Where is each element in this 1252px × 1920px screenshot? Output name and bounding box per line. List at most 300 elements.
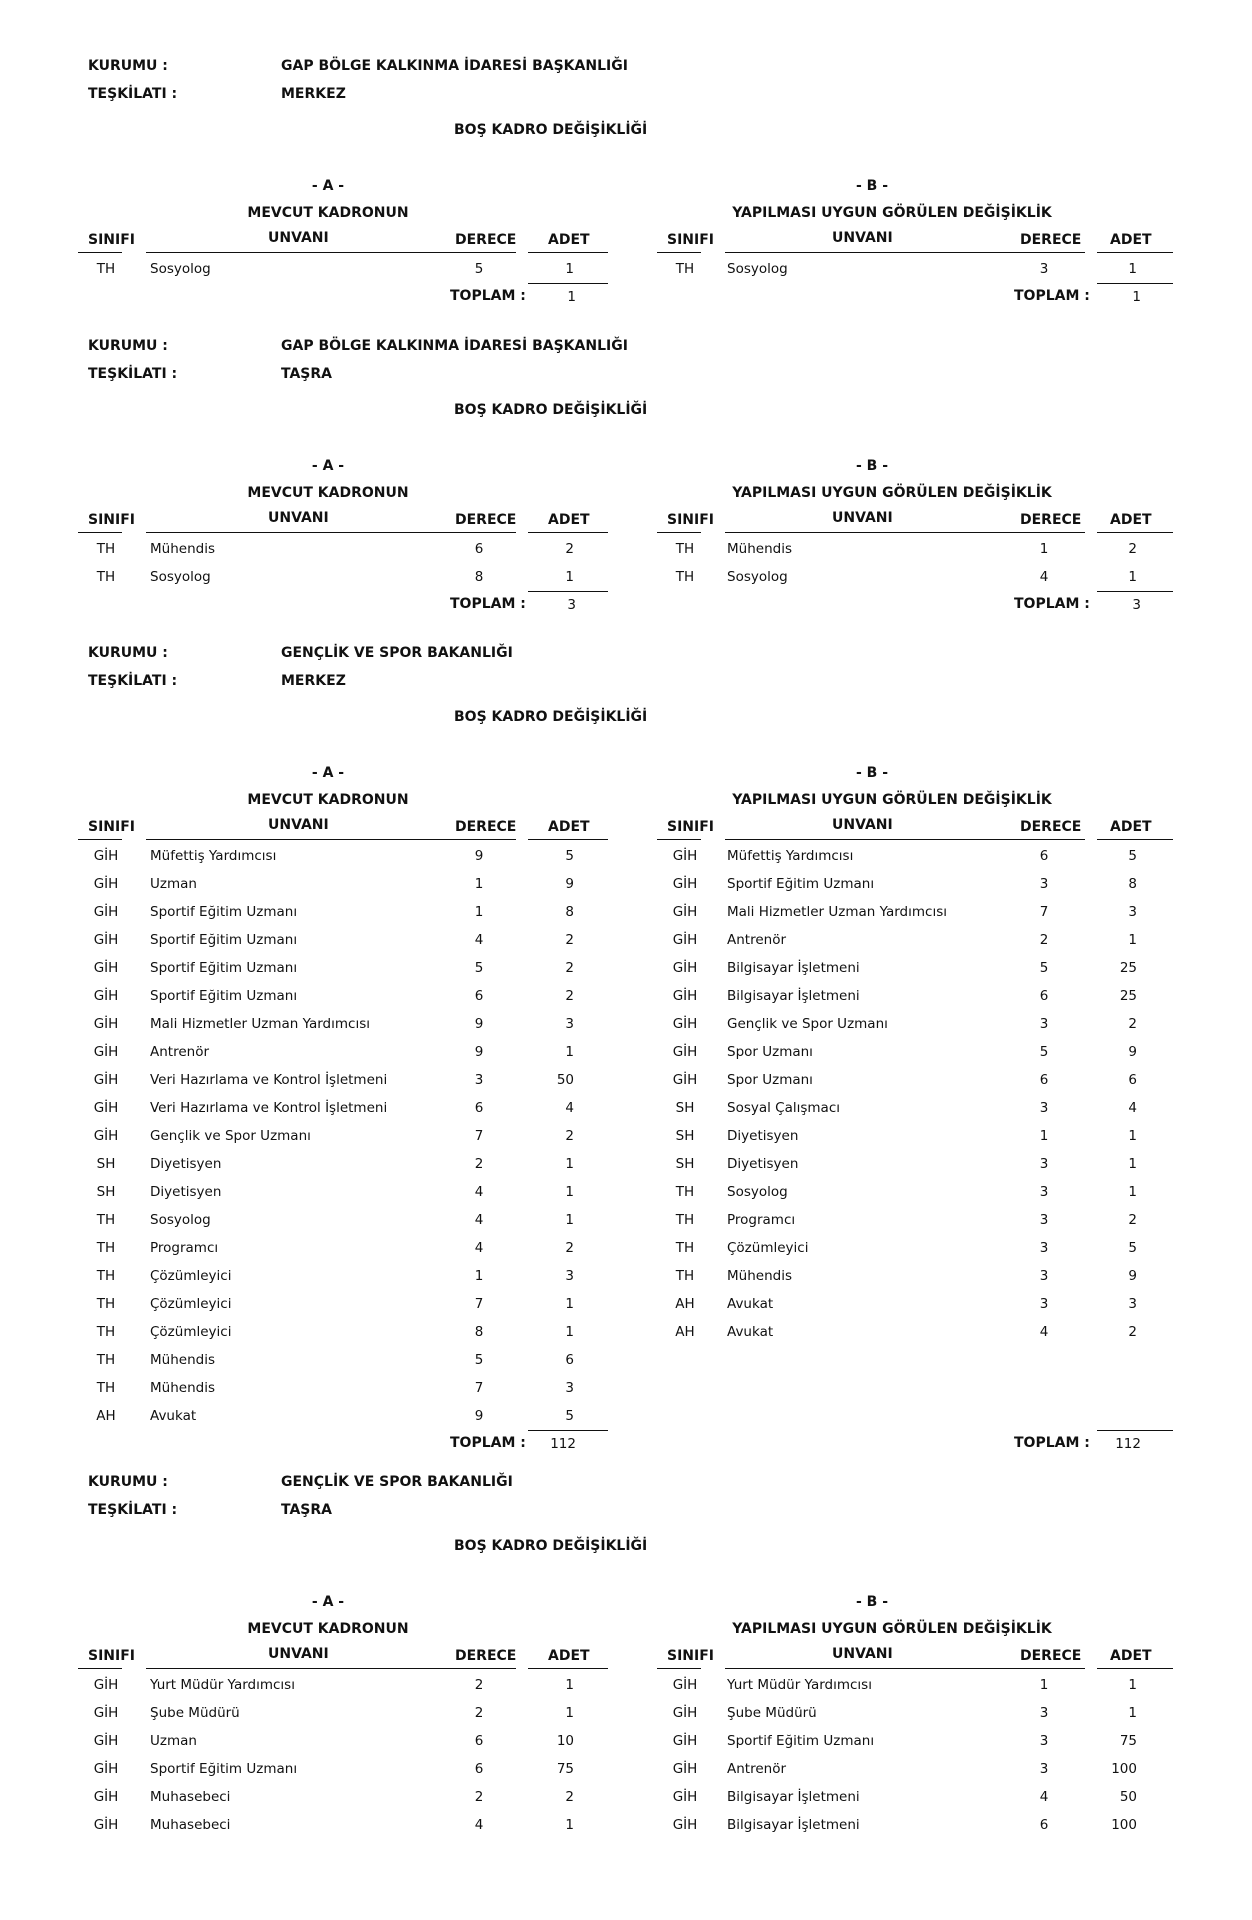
cell-sinifi: GİH xyxy=(93,960,119,976)
header-rule xyxy=(78,252,122,253)
cell-adet: 5 xyxy=(565,1408,574,1424)
table-row xyxy=(657,929,1173,952)
column-header-adet: ADET xyxy=(1110,1648,1152,1664)
cell-adet: 1 xyxy=(1128,1156,1137,1172)
cell-derece: 5 xyxy=(474,261,484,277)
cell-derece: 5 xyxy=(474,1352,484,1368)
cell-unvani: Spor Uzmanı xyxy=(727,1072,813,1088)
column-header-sinifi: SINIFI xyxy=(667,232,714,248)
total-label: TOPLAM : xyxy=(1014,288,1090,304)
cell-unvani: Gençlik ve Spor Uzmanı xyxy=(150,1128,311,1144)
header-rule xyxy=(725,532,1085,533)
cell-unvani: Bilgisayar İşletmeni xyxy=(727,1789,860,1805)
table-row xyxy=(78,1013,608,1036)
cell-derece: 3 xyxy=(1039,1240,1049,1256)
cell-adet: 6 xyxy=(565,1352,574,1368)
cell-unvani: Mühendis xyxy=(727,1268,792,1284)
cell-adet: 1 xyxy=(1128,1184,1137,1200)
institution-name: GENÇLİK VE SPOR BAKANLIĞI xyxy=(281,1474,513,1490)
total-value: 112 xyxy=(1115,1436,1141,1452)
column-header-sinifi: SINIFI xyxy=(88,1648,135,1664)
institution-name: GENÇLİK VE SPOR BAKANLIĞI xyxy=(281,645,513,661)
organization-unit: TAŞRA xyxy=(281,366,332,382)
cell-adet: 2 xyxy=(1128,1212,1137,1228)
cell-sinifi: GİH xyxy=(672,1677,698,1693)
header-rule xyxy=(1097,1668,1173,1669)
cell-unvani: Çözümleyici xyxy=(150,1268,232,1284)
column-header-adet: ADET xyxy=(548,512,590,528)
cell-sinifi: GİH xyxy=(672,1789,698,1805)
header-rule xyxy=(725,1668,1085,1669)
table-row xyxy=(657,957,1173,980)
table-row xyxy=(657,1758,1173,1781)
total-value: 112 xyxy=(550,1436,576,1452)
table-row xyxy=(78,845,608,868)
cell-derece: 9 xyxy=(474,1016,484,1032)
column-header-unvani: UNVANI xyxy=(268,230,329,246)
cell-sinifi: GİH xyxy=(93,1761,119,1777)
teskilati-label: TEŞKİLATI : xyxy=(88,1502,178,1518)
cell-derece: 6 xyxy=(474,1733,484,1749)
table-row xyxy=(78,1153,608,1176)
cell-unvani: Müfettiş Yardımcısı xyxy=(727,848,854,864)
table-row xyxy=(657,1674,1173,1697)
cell-derece: 8 xyxy=(474,569,484,585)
cell-unvani: Sportif Eğitim Uzmanı xyxy=(727,876,875,892)
header-rule xyxy=(528,839,608,840)
cell-adet: 2 xyxy=(565,932,574,948)
cell-unvani: Sportif Eğitim Uzmanı xyxy=(150,904,298,920)
cell-adet: 1 xyxy=(1128,932,1137,948)
cell-sinifi: GİH xyxy=(93,1016,119,1032)
teskilati-label: TEŞKİLATI : xyxy=(88,366,178,382)
cell-derece: 6 xyxy=(474,541,484,557)
cell-unvani: Diyetisyen xyxy=(727,1156,799,1172)
cell-unvani: Gençlik ve Spor Uzmanı xyxy=(727,1016,888,1032)
total-rule xyxy=(1097,1430,1173,1431)
cell-sinifi: GİH xyxy=(93,1705,119,1721)
table-row xyxy=(657,1125,1173,1148)
cell-derece: 3 xyxy=(1039,1705,1049,1721)
cell-unvani: Avukat xyxy=(727,1324,774,1340)
column-header-derece: DERECE xyxy=(455,232,517,248)
institution-name: GAP BÖLGE KALKINMA İDARESİ BAŞKANLIĞI xyxy=(281,58,628,74)
kurumu-label: KURUMU : xyxy=(88,645,168,661)
total-value: 3 xyxy=(1132,597,1141,613)
cell-unvani: Çözümleyici xyxy=(727,1240,809,1256)
table-row xyxy=(657,538,1173,561)
cell-derece: 3 xyxy=(1039,1296,1049,1312)
cell-adet: 1 xyxy=(565,569,574,585)
organization-line xyxy=(88,86,346,102)
cell-unvani: Mali Hizmetler Uzman Yardımcısı xyxy=(150,1016,370,1032)
table-title-a: MEVCUT KADRONUN xyxy=(247,792,409,808)
cell-unvani: Avukat xyxy=(727,1296,774,1312)
cell-sinifi: TH xyxy=(96,1352,116,1368)
cell-sinifi: TH xyxy=(675,261,695,277)
total-label: TOPLAM : xyxy=(1014,1435,1090,1451)
cell-unvani: Uzman xyxy=(150,1733,197,1749)
cell-sinifi: SH xyxy=(675,1100,695,1116)
cell-adet: 3 xyxy=(565,1380,574,1396)
table-row xyxy=(78,1758,608,1781)
header-rule xyxy=(1097,532,1173,533)
cell-derece: 6 xyxy=(474,988,484,1004)
cell-adet: 1 xyxy=(1128,1677,1137,1693)
cell-derece: 7 xyxy=(474,1128,484,1144)
cell-unvani: Uzman xyxy=(150,876,197,892)
cell-sinifi: TH xyxy=(675,541,695,557)
cell-derece: 6 xyxy=(1039,1072,1049,1088)
cell-unvani: Sosyolog xyxy=(727,261,788,277)
cell-sinifi: GİH xyxy=(672,848,698,864)
cell-derece: 3 xyxy=(1039,1268,1049,1284)
cell-unvani: Veri Hazırlama ve Kontrol İşletmeni xyxy=(150,1100,388,1116)
cell-adet: 1 xyxy=(565,1296,574,1312)
cell-derece: 4 xyxy=(1039,1324,1049,1340)
table-row xyxy=(657,1069,1173,1092)
table-row xyxy=(78,1814,608,1837)
cell-unvani: Müfettiş Yardımcısı xyxy=(150,848,277,864)
total-value: 1 xyxy=(1132,289,1141,305)
cell-derece: 7 xyxy=(474,1380,484,1396)
cell-sinifi: GİH xyxy=(672,1761,698,1777)
column-header-derece: DERECE xyxy=(1020,819,1082,835)
teskilati-label: TEŞKİLATI : xyxy=(88,673,178,689)
organization-line xyxy=(88,673,346,689)
cell-sinifi: GİH xyxy=(672,1016,698,1032)
header-rule xyxy=(528,532,608,533)
cell-derece: 5 xyxy=(1039,1044,1049,1060)
column-header-unvani: UNVANI xyxy=(268,817,329,833)
cell-adet: 1 xyxy=(1128,569,1137,585)
cell-sinifi: SH xyxy=(96,1156,116,1172)
cell-unvani: Mühendis xyxy=(727,541,792,557)
cell-derece: 3 xyxy=(1039,1100,1049,1116)
cell-unvani: Veri Hazırlama ve Kontrol İşletmeni xyxy=(150,1072,388,1088)
cell-sinifi: GİH xyxy=(672,1044,698,1060)
cell-sinifi: TH xyxy=(96,261,116,277)
table-row xyxy=(78,1125,608,1148)
cell-sinifi: GİH xyxy=(93,988,119,1004)
cell-unvani: Şube Müdürü xyxy=(150,1705,240,1721)
table-letter-b: - B - xyxy=(855,458,889,474)
total-rule xyxy=(528,283,608,284)
cell-unvani: Sportif Eğitim Uzmanı xyxy=(727,1733,875,1749)
header-rule xyxy=(78,839,122,840)
table-row xyxy=(78,1321,608,1344)
kurumu-label: KURUMU : xyxy=(88,338,168,354)
column-header-adet: ADET xyxy=(1110,512,1152,528)
cell-adet: 25 xyxy=(1119,988,1137,1004)
cell-derece: 2 xyxy=(474,1156,484,1172)
table-row xyxy=(657,1153,1173,1176)
cell-adet: 5 xyxy=(565,848,574,864)
cell-adet: 4 xyxy=(1128,1100,1137,1116)
cell-derece: 6 xyxy=(1039,1817,1049,1833)
kurumu-label: KURUMU : xyxy=(88,58,168,74)
cell-unvani: Bilgisayar İşletmeni xyxy=(727,1817,860,1833)
cell-adet: 75 xyxy=(1119,1733,1137,1749)
cell-sinifi: TH xyxy=(675,1240,695,1256)
table-row xyxy=(78,1265,608,1288)
cell-derece: 1 xyxy=(1039,1677,1049,1693)
cell-sinifi: GİH xyxy=(93,876,119,892)
cell-derece: 5 xyxy=(1039,960,1049,976)
table-row xyxy=(78,1674,608,1697)
table-title-b: YAPILMASI UYGUN GÖRÜLEN DEĞİŞİKLİK xyxy=(732,205,1052,221)
table-row xyxy=(657,1041,1173,1064)
institution-line xyxy=(88,58,628,74)
cell-sinifi: GİH xyxy=(672,1733,698,1749)
cell-adet: 1 xyxy=(1128,1128,1137,1144)
cell-derece: 2 xyxy=(1039,932,1049,948)
cell-adet: 1 xyxy=(565,1324,574,1340)
column-header-sinifi: SINIFI xyxy=(667,1648,714,1664)
column-header-unvani: UNVANI xyxy=(832,510,893,526)
table-row xyxy=(78,1730,608,1753)
table-row xyxy=(78,1377,608,1400)
cell-sinifi: TH xyxy=(675,1212,695,1228)
total-label: TOPLAM : xyxy=(1014,596,1090,612)
cell-sinifi: GİH xyxy=(672,1072,698,1088)
cell-sinifi: GİH xyxy=(672,1817,698,1833)
column-header-derece: DERECE xyxy=(1020,512,1082,528)
cell-unvani: Mühendis xyxy=(150,1352,215,1368)
table-title-b: YAPILMASI UYGUN GÖRÜLEN DEĞİŞİKLİK xyxy=(732,485,1052,501)
cell-sinifi: TH xyxy=(96,1212,116,1228)
column-header-adet: ADET xyxy=(1110,819,1152,835)
institution-line xyxy=(88,1474,513,1490)
cell-derece: 3 xyxy=(1039,261,1049,277)
cell-adet: 75 xyxy=(556,1761,574,1777)
cell-sinifi: TH xyxy=(96,1240,116,1256)
cell-unvani: Sportif Eğitim Uzmanı xyxy=(150,988,298,1004)
teskilati-label: TEŞKİLATI : xyxy=(88,86,178,102)
cell-sinifi: GİH xyxy=(93,1100,119,1116)
total-label: TOPLAM : xyxy=(450,596,526,612)
table-row xyxy=(78,258,608,281)
cell-unvani: Sosyolog xyxy=(727,1184,788,1200)
cell-adet: 2 xyxy=(1128,1016,1137,1032)
cell-derece: 4 xyxy=(474,1817,484,1833)
table-row xyxy=(657,901,1173,924)
cell-adet: 2 xyxy=(565,1240,574,1256)
table-row xyxy=(78,1293,608,1316)
header-rule xyxy=(146,532,516,533)
institution-line xyxy=(88,645,513,661)
table-row xyxy=(78,538,608,561)
table-row xyxy=(78,1237,608,1260)
table-row xyxy=(657,1209,1173,1232)
organization-unit: MERKEZ xyxy=(281,86,346,102)
institution-name: GAP BÖLGE KALKINMA İDARESİ BAŞKANLIĞI xyxy=(281,338,628,354)
table-row xyxy=(78,1097,608,1120)
header-rule xyxy=(1097,252,1173,253)
total-rule xyxy=(528,1430,608,1431)
table-row xyxy=(657,1786,1173,1809)
cell-derece: 6 xyxy=(474,1761,484,1777)
column-header-sinifi: SINIFI xyxy=(88,819,135,835)
cell-sinifi: GİH xyxy=(93,1789,119,1805)
cell-derece: 3 xyxy=(1039,1212,1049,1228)
table-title-a: MEVCUT KADRONUN xyxy=(247,1621,409,1637)
total-rule xyxy=(1097,591,1173,592)
table-row xyxy=(657,1181,1173,1204)
cell-sinifi: GİH xyxy=(93,1677,119,1693)
column-header-unvani: UNVANI xyxy=(268,1646,329,1662)
total-value: 1 xyxy=(567,289,576,305)
column-header-unvani: UNVANI xyxy=(268,510,329,526)
table-title-a: MEVCUT KADRONUN xyxy=(247,485,409,501)
table-row xyxy=(78,1181,608,1204)
column-header-unvani: UNVANI xyxy=(832,1646,893,1662)
table-row xyxy=(78,1069,608,1092)
cell-sinifi: GİH xyxy=(93,1128,119,1144)
table-letter-b: - B - xyxy=(855,765,889,781)
header-rule xyxy=(528,252,608,253)
header-rule xyxy=(657,1668,701,1669)
table-letter-a: - A - xyxy=(311,178,345,194)
cell-derece: 2 xyxy=(474,1705,484,1721)
column-header-sinifi: SINIFI xyxy=(667,819,714,835)
cell-unvani: Diyetisyen xyxy=(150,1156,222,1172)
table-row xyxy=(657,1321,1173,1344)
cell-sinifi: GİH xyxy=(672,988,698,1004)
cell-adet: 9 xyxy=(1128,1268,1137,1284)
cell-derece: 4 xyxy=(474,932,484,948)
cell-unvani: Bilgisayar İşletmeni xyxy=(727,960,860,976)
cell-adet: 9 xyxy=(565,876,574,892)
header-rule xyxy=(725,252,1085,253)
cell-sinifi: GİH xyxy=(93,1072,119,1088)
cell-adet: 1 xyxy=(565,261,574,277)
section-title: BOŞ KADRO DEĞİŞİKLİĞİ xyxy=(454,1538,648,1554)
cell-adet: 6 xyxy=(1128,1072,1137,1088)
cell-adet: 9 xyxy=(1128,1044,1137,1060)
table-row xyxy=(78,566,608,589)
table-row xyxy=(657,985,1173,1008)
cell-derece: 1 xyxy=(474,1268,484,1284)
cell-derece: 1 xyxy=(474,904,484,920)
cell-derece: 3 xyxy=(1039,1184,1049,1200)
cell-derece: 8 xyxy=(474,1324,484,1340)
column-header-derece: DERECE xyxy=(455,512,517,528)
cell-unvani: Avukat xyxy=(150,1408,197,1424)
table-title-b: YAPILMASI UYGUN GÖRÜLEN DEĞİŞİKLİK xyxy=(732,792,1052,808)
table-letter-a: - A - xyxy=(311,1594,345,1610)
column-header-derece: DERECE xyxy=(455,819,517,835)
cell-unvani: Şube Müdürü xyxy=(727,1705,817,1721)
cell-sinifi: GİH xyxy=(93,1733,119,1749)
cell-sinifi: SH xyxy=(675,1156,695,1172)
organization-line xyxy=(88,1502,332,1518)
cell-derece: 2 xyxy=(474,1677,484,1693)
cell-unvani: Çözümleyici xyxy=(150,1296,232,1312)
section-title: BOŞ KADRO DEĞİŞİKLİĞİ xyxy=(454,122,648,138)
cell-derece: 3 xyxy=(1039,1016,1049,1032)
cell-unvani: Sportif Eğitim Uzmanı xyxy=(150,960,298,976)
header-rule xyxy=(657,252,701,253)
cell-derece: 1 xyxy=(474,876,484,892)
column-header-unvani: UNVANI xyxy=(832,230,893,246)
cell-adet: 2 xyxy=(565,541,574,557)
cell-derece: 3 xyxy=(474,1072,484,1088)
cell-adet: 1 xyxy=(1128,261,1137,277)
column-header-unvani: UNVANI xyxy=(832,817,893,833)
cell-derece: 3 xyxy=(1039,1733,1049,1749)
cell-adet: 1 xyxy=(565,1817,574,1833)
cell-sinifi: TH xyxy=(675,1184,695,1200)
cell-unvani: Bilgisayar İşletmeni xyxy=(727,988,860,1004)
cell-unvani: Muhasebeci xyxy=(150,1817,231,1833)
cell-sinifi: GİH xyxy=(672,904,698,920)
cell-adet: 25 xyxy=(1119,960,1137,976)
cell-sinifi: GİH xyxy=(93,904,119,920)
header-rule xyxy=(725,839,1085,840)
cell-unvani: Sportif Eğitim Uzmanı xyxy=(150,932,298,948)
institution-line xyxy=(88,338,628,354)
header-rule xyxy=(657,839,701,840)
cell-unvani: Sosyolog xyxy=(727,569,788,585)
table-row xyxy=(78,957,608,980)
cell-sinifi: GİH xyxy=(93,848,119,864)
table-row xyxy=(78,901,608,924)
cell-unvani: Sosyolog xyxy=(150,261,211,277)
column-header-derece: DERECE xyxy=(455,1648,517,1664)
organization-unit: MERKEZ xyxy=(281,673,346,689)
cell-unvani: Diyetisyen xyxy=(727,1128,799,1144)
cell-unvani: Muhasebeci xyxy=(150,1789,231,1805)
cell-adet: 8 xyxy=(565,904,574,920)
cell-derece: 4 xyxy=(1039,1789,1049,1805)
cell-adet: 1 xyxy=(1128,1705,1137,1721)
cell-derece: 4 xyxy=(1039,569,1049,585)
cell-adet: 2 xyxy=(565,988,574,1004)
cell-sinifi: SH xyxy=(96,1184,116,1200)
table-row xyxy=(78,929,608,952)
cell-adet: 50 xyxy=(1119,1789,1137,1805)
total-label: TOPLAM : xyxy=(450,1435,526,1451)
cell-sinifi: TH xyxy=(96,1380,116,1396)
cell-sinifi: TH xyxy=(96,1268,116,1284)
table-row xyxy=(78,1702,608,1725)
cell-adet: 1 xyxy=(565,1156,574,1172)
cell-derece: 7 xyxy=(1039,904,1049,920)
table-letter-a: - A - xyxy=(311,458,345,474)
total-value: 3 xyxy=(567,597,576,613)
column-header-adet: ADET xyxy=(548,232,590,248)
header-rule xyxy=(78,1668,122,1669)
cell-sinifi: TH xyxy=(96,1324,116,1340)
cell-adet: 2 xyxy=(1128,1324,1137,1340)
cell-unvani: Mali Hizmetler Uzman Yardımcısı xyxy=(727,904,947,920)
cell-unvani: Sosyal Çalışmacı xyxy=(727,1100,840,1116)
cell-adet: 2 xyxy=(565,1128,574,1144)
table-title-a: MEVCUT KADRONUN xyxy=(247,205,409,221)
cell-derece: 6 xyxy=(1039,848,1049,864)
table-row xyxy=(657,1702,1173,1725)
section-title: BOŞ KADRO DEĞİŞİKLİĞİ xyxy=(454,709,648,725)
cell-unvani: Mühendis xyxy=(150,1380,215,1396)
cell-sinifi: GİH xyxy=(93,932,119,948)
cell-adet: 3 xyxy=(1128,904,1137,920)
cell-sinifi: TH xyxy=(96,541,116,557)
cell-adet: 100 xyxy=(1111,1761,1137,1777)
cell-unvani: Yurt Müdür Yardımcısı xyxy=(727,1677,872,1693)
cell-sinifi: TH xyxy=(675,1268,695,1284)
table-row xyxy=(78,1041,608,1064)
